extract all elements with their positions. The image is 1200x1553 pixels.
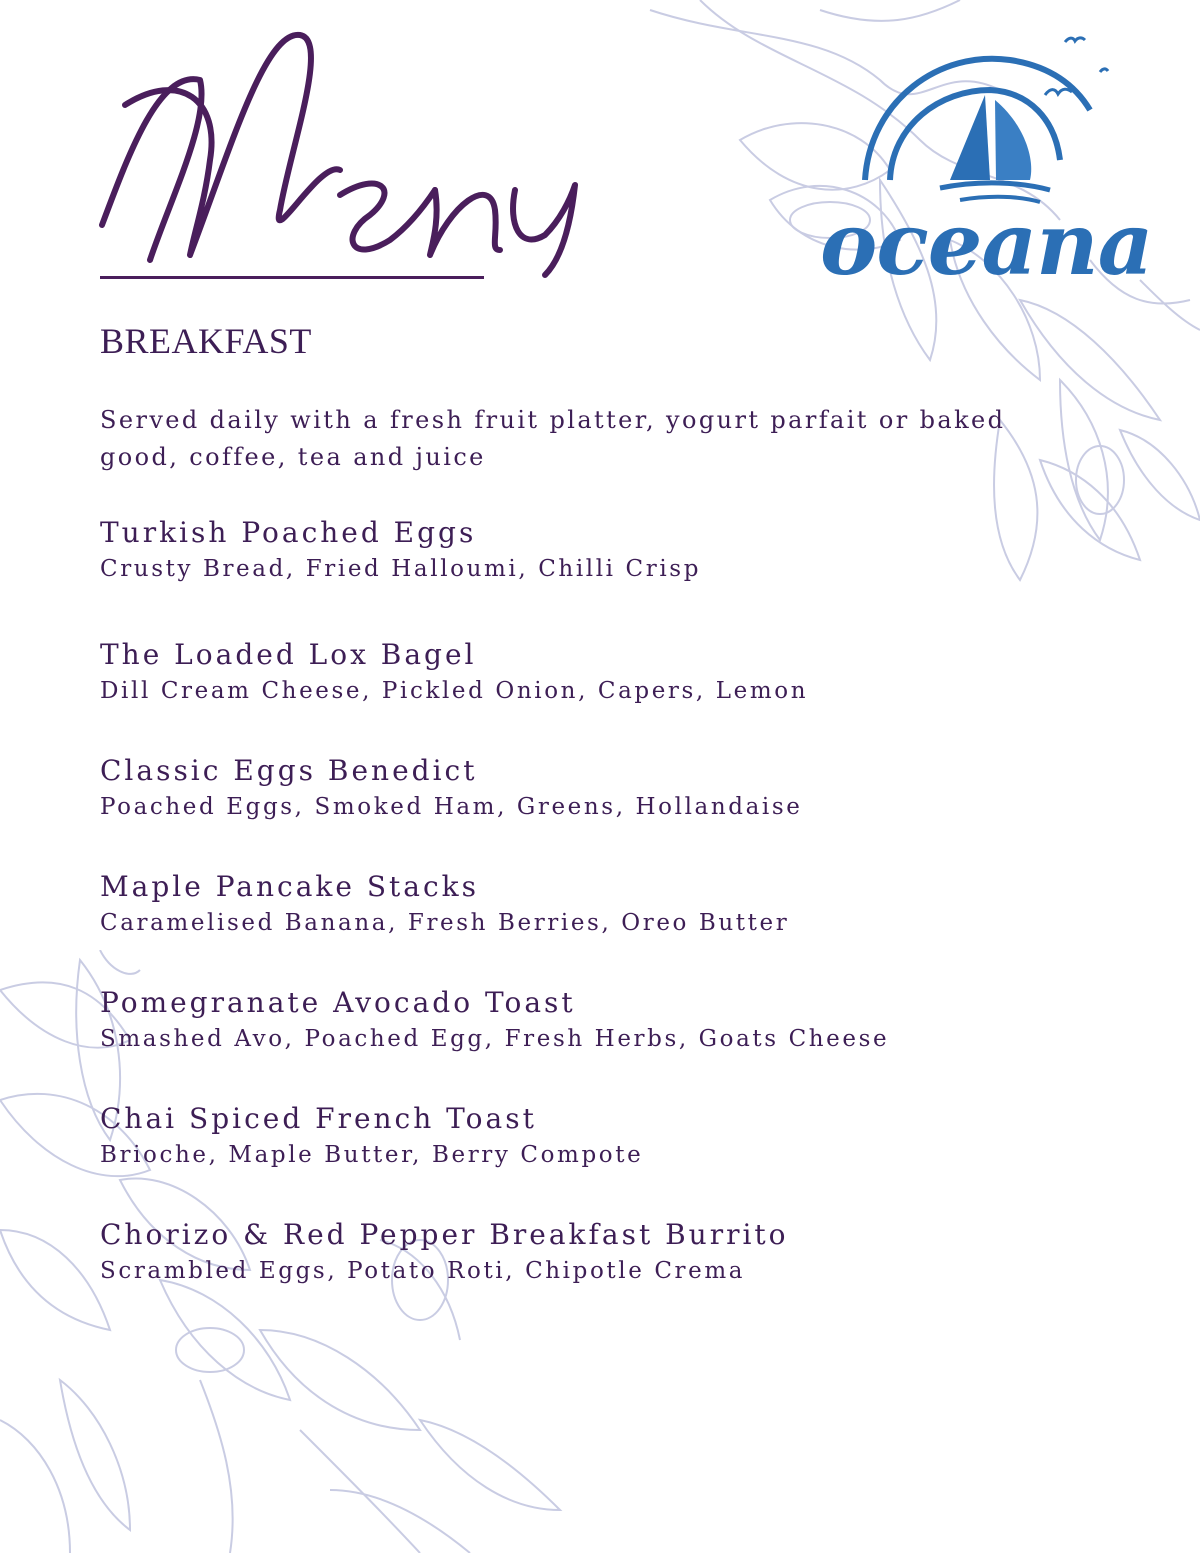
menu-item-name: The Loaded Lox Bagel bbox=[100, 638, 477, 671]
menu-item bbox=[100, 515, 1150, 585]
menu-item-name: Pomegranate Avocado Toast bbox=[100, 986, 576, 1019]
bird-icon bbox=[1045, 89, 1072, 95]
menu-item-description: Scrambled Eggs, Potato Roti, Chipotle Crema bbox=[100, 1258, 746, 1284]
menu-item-name: Classic Eggs Benedict bbox=[100, 754, 478, 787]
menu-item-description: Caramelised Banana, Fresh Berries, Oreo Butter bbox=[100, 910, 790, 936]
menu-title-script bbox=[90, 10, 610, 280]
menu-item bbox=[100, 1101, 1150, 1171]
menu-item bbox=[100, 869, 1150, 939]
menu-item-name: Turkish Poached Eggs bbox=[100, 516, 477, 549]
menu-item-description: Smashed Avo, Poached Egg, Fresh Herbs, Goats Cheese bbox=[100, 1026, 890, 1052]
menu-item-description: Crusty Bread, Fried Halloumi, Chilli Crisp bbox=[100, 556, 702, 582]
menu-item bbox=[100, 637, 1150, 707]
menu-item-description: Dill Cream Cheese, Pickled Onion, Capers, Lemon bbox=[100, 678, 809, 704]
menu-item-description: Brioche, Maple Butter, Berry Compote bbox=[100, 1142, 644, 1168]
menu-item bbox=[100, 753, 1150, 823]
menu-item-description: Poached Eggs, Smoked Ham, Greens, Hollandaise bbox=[100, 794, 803, 820]
title-divider bbox=[100, 276, 484, 279]
menu-item bbox=[100, 1217, 1150, 1287]
menu-item-name: Maple Pancake Stacks bbox=[100, 870, 479, 903]
logo-wordmark: oceana bbox=[820, 194, 1153, 295]
section-title: BREAKFAST bbox=[100, 321, 312, 361]
menu-item bbox=[100, 985, 1150, 1055]
sailboat-icon bbox=[950, 95, 990, 180]
menu-item-name: Chorizo & Red Pepper Breakfast Burrito bbox=[100, 1218, 789, 1251]
menu-item-name: Chai Spiced French Toast bbox=[100, 1102, 537, 1135]
section-intro: Served daily with a fresh fruit platter, yogurt parfait or baked good, coffee, tea and juice bbox=[100, 406, 1006, 471]
